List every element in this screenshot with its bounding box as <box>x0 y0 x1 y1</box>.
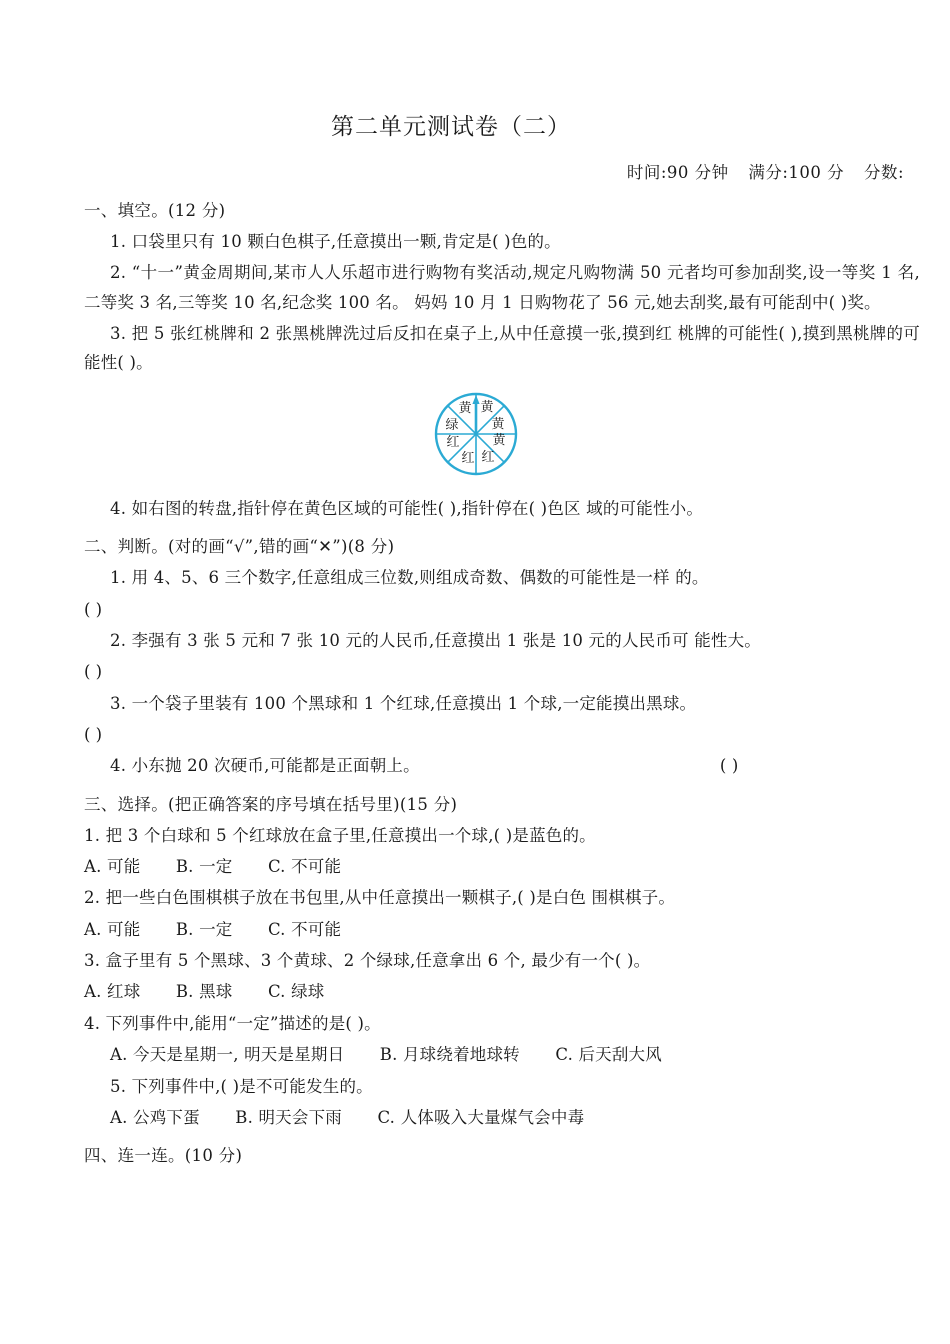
spinner-sector-label: 黄 <box>480 399 494 415</box>
true-false-q3: 3. 一个袋子里装有 100 个黑球和 1 个红球,任意摸出 1 个球,一定能摸出黑球。 <box>110 693 697 713</box>
fill-blank-q1: 1. 口袋里只有 10 颗白色棋子,任意摸出一颗,肯定是( )色的。 <box>110 232 561 251</box>
choice-q4-option-b[interactable]: B. 月球绕着地球转 <box>379 1045 520 1065</box>
choice-q1: 1. 把 3 个白球和 5 个红球放在盒子里,任意摸出一个球,( )是蓝色的。 <box>84 825 596 845</box>
choice-q3-option-a[interactable]: A. 红球 <box>84 982 141 1002</box>
choice-q5-option-b[interactable]: B. 明天会下雨 <box>235 1107 342 1127</box>
spinner-wheel-icon <box>426 384 526 484</box>
choice-q3-options <box>84 977 928 1006</box>
choice-q5: 5. 下列事件中,( )是不可能发生的。 <box>110 1076 373 1096</box>
spinner-sector-label: 红 <box>481 449 495 465</box>
true-false-q1-answer-box[interactable]: ( ) <box>84 599 103 619</box>
section-heading-matching: 四、连一连。(10 分) <box>84 1146 243 1166</box>
spinner-sector-label: 红 <box>446 434 460 450</box>
true-false-q2: 2. 李强有 3 张 5 元和 7 张 10 元的人民币,任意摸出 1 张是 10 元的人民币可 能性大。 <box>110 630 761 650</box>
exam-total: 满分:100 分 <box>748 163 845 182</box>
exam-time: 时间:90 分钟 <box>626 163 729 182</box>
choice-q2-option-b[interactable]: B. 一定 <box>175 919 233 939</box>
matching-work-area <box>84 1172 928 1182</box>
choice-q4-options <box>84 1040 928 1069</box>
fill-blank-q4: 4. 如右图的转盘,指针停在黄色区域的可能性( ),指针停在( )色区 域的可能性小。 <box>110 498 704 518</box>
choice-q1-option-b[interactable]: B. 一定 <box>175 857 233 877</box>
choice-q3-option-b[interactable]: B. 黑球 <box>175 982 233 1002</box>
true-false-q2-answer-box[interactable]: ( ) <box>84 662 103 682</box>
choice-q3: 3. 盒子里有 5 个黑球、3 个黄球、2 个绿球,任意拿出 6 个, 最少有一个( )。 <box>84 951 651 971</box>
choice-q2-option-c[interactable]: C. 不可能 <box>267 919 342 939</box>
section-heading-fill-blank: 一、填空。(12 分) <box>84 201 226 220</box>
choice-q4: 4. 下列事件中,能用“一定”描述的是( )。 <box>84 1013 381 1033</box>
choice-q1-options <box>84 852 928 881</box>
spinner-figure <box>84 384 928 484</box>
choice-q5-option-c[interactable]: C. 人体吸入大量煤气会中毒 <box>377 1107 585 1127</box>
choice-q1-option-a[interactable]: A. 可能 <box>84 857 141 877</box>
choice-q2-options <box>84 915 928 944</box>
spinner-sector-label: 绿 <box>445 417 459 433</box>
choice-q2-option-a[interactable]: A. 可能 <box>84 919 141 939</box>
true-false-q4 <box>84 751 928 780</box>
spinner-sector-label: 黄 <box>492 432 506 448</box>
spinner-sector-label: 红 <box>461 450 475 466</box>
page-title: 第二单元测试卷（二） <box>331 114 571 140</box>
choice-q3-option-c[interactable]: C. 绿球 <box>267 982 325 1002</box>
choice-q2: 2. 把一些白色围棋棋子放在书包里,从中任意摸出一颗棋子,( )是白色 围棋棋子。 <box>84 888 676 908</box>
true-false-q3-answer-box[interactable]: ( ) <box>84 724 103 744</box>
section-heading-true-false: 二、判断。(对的画“√”,错的画“✕”)(8 分) <box>84 537 395 557</box>
true-false-q4-text: 4. 小东抛 20 次硬币,可能都是正面朝上。 <box>110 756 420 776</box>
exam-meta <box>84 159 904 183</box>
choice-q4-option-c[interactable]: C. 后天刮大风 <box>555 1045 662 1065</box>
fill-blank-q3: 3. 把 5 张红桃牌和 2 张黑桃牌洗过后反扣在桌子上,从中任意摸一张,摸到红 桃牌的可能性( ),摸到黑桃牌的可能性( )。 <box>84 324 920 373</box>
true-false-q1: 1. 用 4、5、6 三个数字,任意组成三位数,则组成奇数、偶数的可能性是一样 的。 <box>110 568 709 588</box>
true-false-q4-answer-box[interactable]: ( ) <box>719 756 739 776</box>
section-heading-multiple-choice: 三、选择。(把正确答案的序号填在括号里)(15 分) <box>84 794 458 814</box>
fill-blank-q2: 2. “十一”黄金周期间,某市人人乐超市进行购物有奖活动,规定凡购物满 50 元者均可参加刮奖,设一等奖 1 名,二等奖 3 名,三等奖 10 名,纪念奖 100 名。 妈妈 10 月 1 日购物花了 56 元,她去刮奖,最有可能刮中( )奖。 <box>84 263 920 312</box>
choice-q1-option-c[interactable]: C. 不可能 <box>267 857 342 877</box>
choice-q5-option-a[interactable]: A. 公鸡下蛋 <box>110 1107 200 1127</box>
spinner-sector-label: 黄 <box>491 416 505 432</box>
choice-q5-options <box>84 1103 928 1132</box>
spinner-sector-label: 黄 <box>458 400 472 416</box>
choice-q4-option-a[interactable]: A. 今天是星期一, 明天是星期日 <box>110 1045 345 1065</box>
exam-score: 分数: <box>863 163 904 182</box>
